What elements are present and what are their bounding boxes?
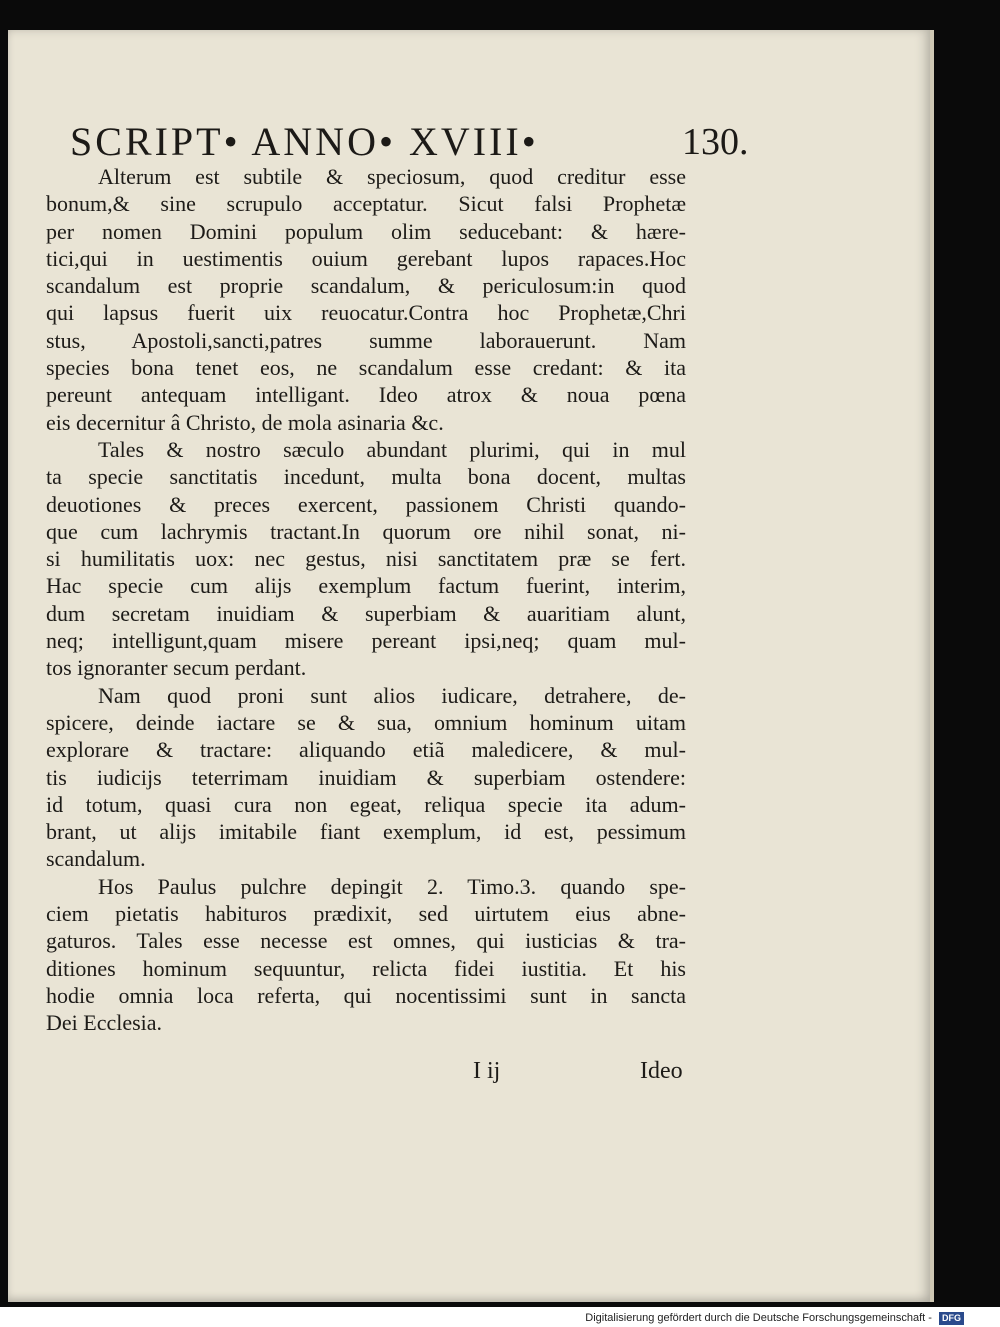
text-line: per nomen Domini populum olim seducebant: & hære-: [46, 218, 686, 244]
text-line: explorare & tractare: aliquando etiã maledicere, & mul-: [46, 737, 686, 763]
text-line: bonum,& sine scrupulo acceptatur. Sicut falsi Prophetæ: [46, 191, 686, 217]
page-edge: [930, 30, 934, 1302]
text-line: deuotiones & preces exercent, passionem Christi quando-: [46, 491, 686, 517]
catchword: Ideo: [640, 1058, 683, 1084]
text-line: Dei Ecclesia.: [46, 1010, 163, 1036]
text-line: ditiones hominum sequuntur, relicta fidei iustitia. Et his: [46, 955, 686, 981]
text-line: species bona tenet eos, ne scandalum esse credant: & ita: [46, 355, 686, 381]
running-head: [70, 118, 750, 165]
text-line: scandalum.: [46, 846, 146, 872]
text-line: hodie omnia loca referta, qui nocentissimi sunt in sancta: [46, 982, 686, 1008]
text-line: pereunt antequam intelligant. Ideo atrox & noua pœna: [46, 382, 686, 408]
text-line: si humilitatis uox: nec gestus, nisi sanctitatem præ se fert.: [46, 546, 686, 572]
dfg-logo: DFG: [939, 1312, 964, 1325]
credit-text: Digitalisierung gefördert durch die Deutsche Forschungsgemeinschaft -: [585, 1312, 932, 1324]
body-text: [46, 163, 686, 1037]
running-head-title: SCRIPT• ANNO• XVIII•: [70, 119, 539, 164]
text-line: tici,qui in uestimentis ouium gerebant lupos rapaces.Hoc: [46, 245, 686, 271]
text-line: gaturos. Tales esse necesse est omnes, qui iusticias & tra-: [46, 928, 686, 954]
text-line: tos ignoranter secum perdant.: [46, 655, 307, 681]
signature-mark: I ij: [473, 1058, 501, 1084]
text-line: ciem pietatis habituros prædixit, sed uirtutem eius abne-: [46, 901, 686, 927]
text-line: scandalum est proprie scandalum, & periculosum:in quod: [46, 273, 686, 299]
folio-number: 130.: [682, 121, 749, 163]
text-line: ta specie sanctitatis incedunt, multa bona docent, multas: [46, 464, 686, 490]
text-line: que cum lachrymis tractant.In quorum ore nihil sonat, ni-: [46, 518, 686, 544]
text-line: spicere, deinde iactare se & sua, omnium hominum uitam: [46, 709, 686, 735]
text-line: Hos Paulus pulchre depingit 2. Timo.3. quando spe-: [98, 873, 686, 899]
text-line: Tales & nostro sæculo abundant plurimi, qui in mul: [98, 436, 686, 462]
text-line: eis decernitur â Christo, de mola asinaria &c.: [46, 409, 444, 435]
text-line: Alterum est subtile & speciosum, quod creditur esse: [98, 164, 686, 189]
text-line: neq; intelligunt,quam misere pereant ipsi,neq; quam mul-: [46, 628, 686, 654]
text-line: stus, Apostoli,sancti,patres summe laborauerunt. Nam: [46, 327, 686, 353]
digitization-credit: [585, 1310, 964, 1326]
text-line: tis iudicijs teterrimam inuidiam & superbiam ostendere:: [46, 764, 686, 790]
text-line: brant, ut alijs imitabile fiant exemplum, id est, pessimum: [46, 819, 686, 845]
text-line: dum secretam inuidiam & superbiam & auaritiam alunt,: [46, 600, 686, 626]
text-line: qui lapsus fuerit uix reuocatur.Contra hoc Prophetæ,Chri: [46, 300, 686, 326]
text-line: Hac specie cum alijs exemplum factum fuerint, interim,: [46, 573, 686, 599]
text-line: id totum, quasi cura non egeat, reliqua specie ita adum-: [46, 791, 686, 817]
text-line: Nam quod proni sunt alios iudicare, detrahere, de-: [98, 682, 686, 708]
